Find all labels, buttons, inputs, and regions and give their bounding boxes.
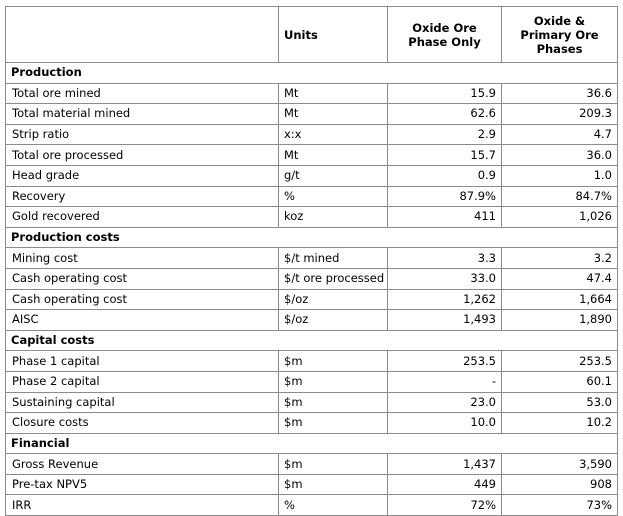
row-label: Total ore mined <box>6 83 279 104</box>
table-row <box>6 310 618 331</box>
table-row <box>6 351 618 372</box>
row-primary-value: 60.1 <box>502 371 618 392</box>
row-primary-value: 47.4 <box>502 268 618 289</box>
row-label: Gold recovered <box>6 207 279 228</box>
row-units: Mt <box>279 83 388 104</box>
row-primary-value: 3,590 <box>502 454 618 475</box>
row-units: $/t mined <box>279 248 388 269</box>
row-oxide-value: 1,493 <box>388 310 502 331</box>
row-label: Recovery <box>6 186 279 207</box>
row-label: Total material mined <box>6 104 279 125</box>
section-title: Production <box>6 63 618 84</box>
row-primary-value: 1,664 <box>502 289 618 310</box>
table-row <box>6 124 618 145</box>
table-row <box>6 371 618 392</box>
row-oxide-value: 1,437 <box>388 454 502 475</box>
row-label: Gross Revenue <box>6 454 279 475</box>
row-units: % <box>279 186 388 207</box>
row-primary-value: 908 <box>502 474 618 495</box>
row-label: Head grade <box>6 165 279 186</box>
row-units: $/oz <box>279 289 388 310</box>
row-oxide-value: 2.9 <box>388 124 502 145</box>
row-primary-value: 73% <box>502 495 618 516</box>
row-primary-value: 209.3 <box>502 104 618 125</box>
section-title: Production costs <box>6 227 618 248</box>
row-units: g/t <box>279 165 388 186</box>
row-oxide-value: 33.0 <box>388 268 502 289</box>
row-primary-value: 36.0 <box>502 145 618 166</box>
row-units: $/oz <box>279 310 388 331</box>
section-row <box>6 330 618 351</box>
table-row <box>6 248 618 269</box>
row-primary-value: 3.2 <box>502 248 618 269</box>
section-row <box>6 227 618 248</box>
row-primary-value: 53.0 <box>502 392 618 413</box>
row-units: $m <box>279 392 388 413</box>
row-label: Mining cost <box>6 248 279 269</box>
row-oxide-value: 3.3 <box>388 248 502 269</box>
row-oxide-value: - <box>388 371 502 392</box>
row-primary-value: 10.2 <box>502 413 618 434</box>
section-title: Financial <box>6 433 618 454</box>
row-oxide-value: 23.0 <box>388 392 502 413</box>
row-oxide-value: 15.7 <box>388 145 502 166</box>
table-row <box>6 83 618 104</box>
row-oxide-value: 411 <box>388 207 502 228</box>
header-units: Units <box>279 7 388 63</box>
table-row <box>6 165 618 186</box>
row-label: Cash operating cost <box>6 289 279 310</box>
row-primary-value: 1,890 <box>502 310 618 331</box>
table-row <box>6 104 618 125</box>
table-row <box>6 268 618 289</box>
row-primary-value: 253.5 <box>502 351 618 372</box>
row-label: AISC <box>6 310 279 331</box>
table-row <box>6 289 618 310</box>
table-row <box>6 413 618 434</box>
table-row <box>6 454 618 475</box>
row-label: Pre-tax NPV5 <box>6 474 279 495</box>
row-oxide-value: 87.9% <box>388 186 502 207</box>
row-primary-value: 4.7 <box>502 124 618 145</box>
row-units: Mt <box>279 145 388 166</box>
table-body <box>6 63 618 516</box>
header-oxide-phase: Oxide Ore Phase Only <box>388 7 502 63</box>
row-oxide-value: 1,262 <box>388 289 502 310</box>
row-oxide-value: 449 <box>388 474 502 495</box>
table-row <box>6 207 618 228</box>
row-units: koz <box>279 207 388 228</box>
table-row <box>6 186 618 207</box>
row-oxide-value: 72% <box>388 495 502 516</box>
row-units: $m <box>279 351 388 372</box>
row-label: Phase 2 capital <box>6 371 279 392</box>
row-primary-value: 36.6 <box>502 83 618 104</box>
table-row <box>6 495 618 516</box>
row-units: $m <box>279 474 388 495</box>
row-label: Strip ratio <box>6 124 279 145</box>
row-units: $m <box>279 413 388 434</box>
row-units: x:x <box>279 124 388 145</box>
row-primary-value: 1,026 <box>502 207 618 228</box>
row-label: Sustaining capital <box>6 392 279 413</box>
row-units: $m <box>279 371 388 392</box>
table-row <box>6 474 618 495</box>
section-row <box>6 63 618 84</box>
header-blank <box>6 7 279 63</box>
row-units: $m <box>279 454 388 475</box>
row-primary-value: 84.7% <box>502 186 618 207</box>
row-label: Phase 1 capital <box>6 351 279 372</box>
row-units: % <box>279 495 388 516</box>
row-oxide-value: 253.5 <box>388 351 502 372</box>
section-title: Capital costs <box>6 330 618 351</box>
header-oxide-primary-phase: Oxide & Primary Ore Phases <box>502 7 618 63</box>
row-oxide-value: 62.6 <box>388 104 502 125</box>
header-row <box>6 7 618 63</box>
row-label: Closure costs <box>6 413 279 434</box>
table-row <box>6 392 618 413</box>
row-oxide-value: 10.0 <box>388 413 502 434</box>
project-summary-table <box>5 6 618 516</box>
row-units: $/t ore processed <box>279 268 388 289</box>
row-label: IRR <box>6 495 279 516</box>
table-row <box>6 145 618 166</box>
row-oxide-value: 15.9 <box>388 83 502 104</box>
row-primary-value: 1.0 <box>502 165 618 186</box>
row-label: Cash operating cost <box>6 268 279 289</box>
row-oxide-value: 0.9 <box>388 165 502 186</box>
row-label: Total ore processed <box>6 145 279 166</box>
row-units: Mt <box>279 104 388 125</box>
section-row <box>6 433 618 454</box>
